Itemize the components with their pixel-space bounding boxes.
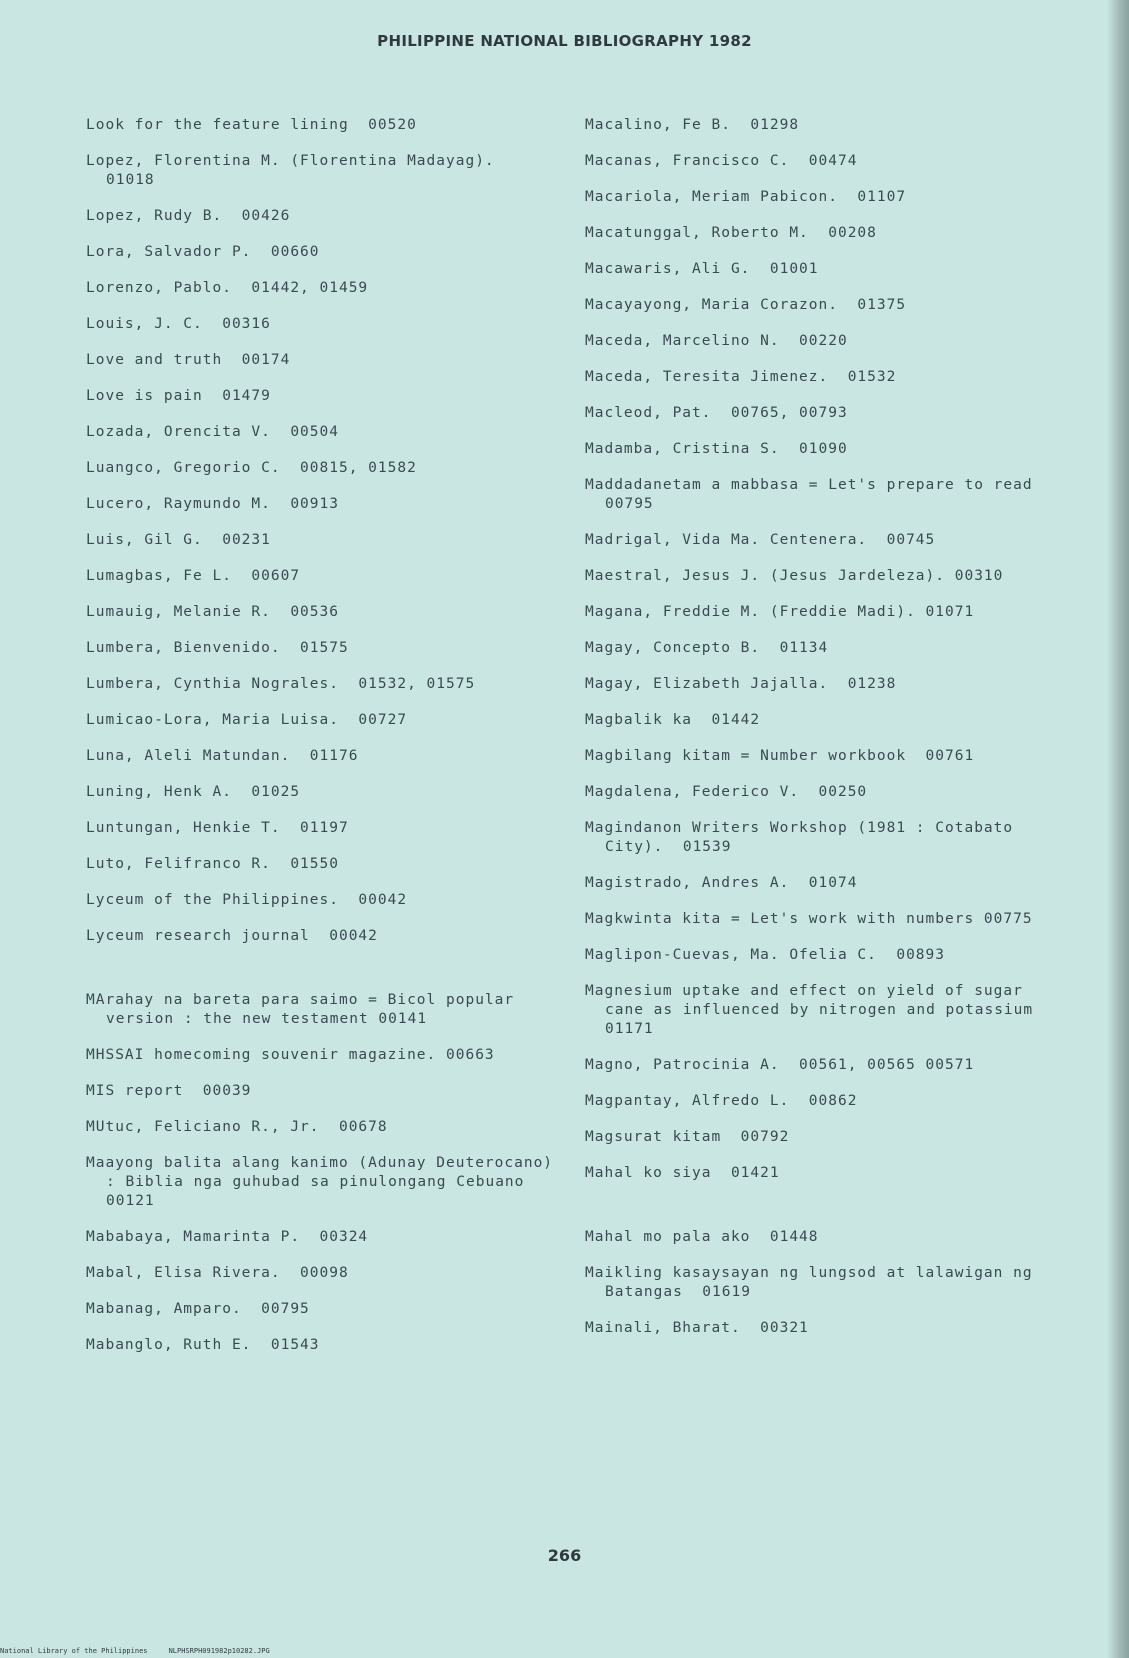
- index-entry: MArahay na bareta para saimo = Bicol popular version : the new testament 00141: [86, 992, 524, 1027]
- index-entry: Luntungan, Henkie T. 01197: [86, 820, 349, 836]
- index-entry: Lumbera, Cynthia Nograles. 01532, 01575: [86, 676, 476, 692]
- index-entry: Madamba, Cristina S. 01090: [585, 441, 848, 457]
- index-entry: Maayong balita alang kanimo (Adunay Deuterocano) : Biblia nga guhubad sa pinulongang Cebuano 00121: [86, 1155, 563, 1209]
- index-entry: Luangco, Gregorio C. 00815, 01582: [86, 460, 417, 476]
- index-entry: Macariola, Meriam Pabicon. 01107: [585, 189, 907, 205]
- index-entry: Mahal ko siya 01421: [585, 1165, 780, 1181]
- index-entry: Luning, Henk A. 01025: [86, 784, 301, 800]
- index-entry: Magindanon Writers Workshop (1981 : Cotabato City). 01539: [585, 820, 1023, 855]
- index-entry: Lumbera, Bienvenido. 01575: [86, 640, 349, 656]
- index-entry: MUtuc, Feliciano R., Jr. 00678: [86, 1119, 388, 1135]
- index-entry: Luto, Felifranco R. 01550: [86, 856, 339, 872]
- index-entry: Madrigal, Vida Ma. Centenera. 00745: [585, 532, 936, 548]
- index-entry: Louis, J. C. 00316: [86, 316, 271, 332]
- index-entry: Love is pain 01479: [86, 388, 271, 404]
- index-entry: Magana, Freddie M. (Freddie Madi). 01071: [585, 604, 975, 620]
- index-entry: Lopez, Florentina M. (Florentina Madayag). 01018: [86, 153, 515, 188]
- index-entry: Magnesium uptake and effect on yield of sugar cane as influenced by nitrogen and potassium 01171: [585, 983, 1053, 1037]
- section-gap: [585, 1200, 1055, 1228]
- index-entry: Lumauig, Melanie R. 00536: [86, 604, 339, 620]
- index-entry: Mabanag, Amparo. 00795: [86, 1301, 310, 1317]
- index-entry: MIS report 00039: [86, 1083, 252, 1099]
- scan-footer: National Library of the Philippines NLPHSRPH091982p10282.JPG: [0, 1647, 270, 1655]
- index-entry: Macalino, Fe B. 01298: [585, 117, 800, 133]
- index-entry: Macleod, Pat. 00765, 00793: [585, 405, 848, 421]
- left-index-column: [86, 116, 563, 1372]
- index-entry: Mababaya, Mamarinta P. 00324: [86, 1229, 369, 1245]
- index-entry: Lorenzo, Pablo. 01442, 01459: [86, 280, 369, 296]
- index-entry: Luis, Gil G. 00231: [86, 532, 271, 548]
- index-entry: Magay, Elizabeth Jajalla. 01238: [585, 676, 897, 692]
- index-entry: Lumicao-Lora, Maria Luisa. 00727: [86, 712, 408, 728]
- index-entry: Macanas, Francisco C. 00474: [585, 153, 858, 169]
- section-gap: [86, 963, 556, 991]
- index-entry: Lyceum of the Philippines. 00042: [86, 892, 408, 908]
- index-entry: Magbilang kitam = Number workbook 00761: [585, 748, 975, 764]
- index-entry: Magno, Patrocinia A. 00561, 00565 00571: [585, 1057, 975, 1073]
- index-entry: Love and truth 00174: [86, 352, 291, 368]
- index-entry: Lozada, Orencita V. 00504: [86, 424, 339, 440]
- index-entry: Mainali, Bharat. 00321: [585, 1320, 809, 1336]
- page-header-title: PHILIPPINE NATIONAL BIBLIOGRAPHY 1982: [377, 32, 752, 50]
- index-entry: Maikling kasaysayan ng lungsod at lalawigan ng Batangas 01619: [585, 1265, 1043, 1300]
- index-entry: Macatunggal, Roberto M. 00208: [585, 225, 877, 241]
- index-entry: Mahal mo pala ako 01448: [585, 1229, 819, 1245]
- index-entry: Mabal, Elisa Rivera. 00098: [86, 1265, 349, 1281]
- index-entry: Lora, Salvador P. 00660: [86, 244, 320, 260]
- index-entry: Lyceum research journal 00042: [86, 928, 378, 944]
- index-entry: Maceda, Teresita Jimenez. 01532: [585, 369, 897, 385]
- index-entry: Magbalik ka 01442: [585, 712, 761, 728]
- index-entry: Mabanglo, Ruth E. 01543: [86, 1337, 320, 1353]
- index-entry: Lumagbas, Fe L. 00607: [86, 568, 301, 584]
- index-entry: Luna, Aleli Matundan. 01176: [86, 748, 359, 764]
- index-entry: Macawaris, Ali G. 01001: [585, 261, 819, 277]
- index-entry: Macayayong, Maria Corazon. 01375: [585, 297, 907, 313]
- index-entry: Magkwinta kita = Let's work with numbers 00775: [585, 911, 1033, 927]
- index-entry: Magistrado, Andres A. 01074: [585, 875, 858, 891]
- index-entry: MHSSAI homecoming souvenir magazine. 00663: [86, 1047, 495, 1063]
- index-entry: Lopez, Rudy B. 00426: [86, 208, 291, 224]
- index-entry: Lucero, Raymundo M. 00913: [86, 496, 339, 512]
- index-entry: Magay, Concepto B. 01134: [585, 640, 829, 656]
- index-entry: Magsurat kitam 00792: [585, 1129, 790, 1145]
- index-entry: Look for the feature lining 00520: [86, 117, 417, 133]
- page-edge-shadow: [1107, 0, 1129, 1658]
- right-index-column: [585, 116, 1055, 1355]
- index-entry: Maddadanetam a mabbasa = Let's prepare to read 00795: [585, 477, 1053, 512]
- index-entry: Maglipon-Cuevas, Ma. Ofelia C. 00893: [585, 947, 946, 963]
- page-number: 266: [547, 1546, 582, 1565]
- index-entry: Magpantay, Alfredo L. 00862: [585, 1093, 858, 1109]
- index-entry: Maceda, Marcelino N. 00220: [585, 333, 848, 349]
- index-entry: Maestral, Jesus J. (Jesus Jardeleza). 00310: [585, 568, 1004, 584]
- index-entry: Magdalena, Federico V. 00250: [585, 784, 868, 800]
